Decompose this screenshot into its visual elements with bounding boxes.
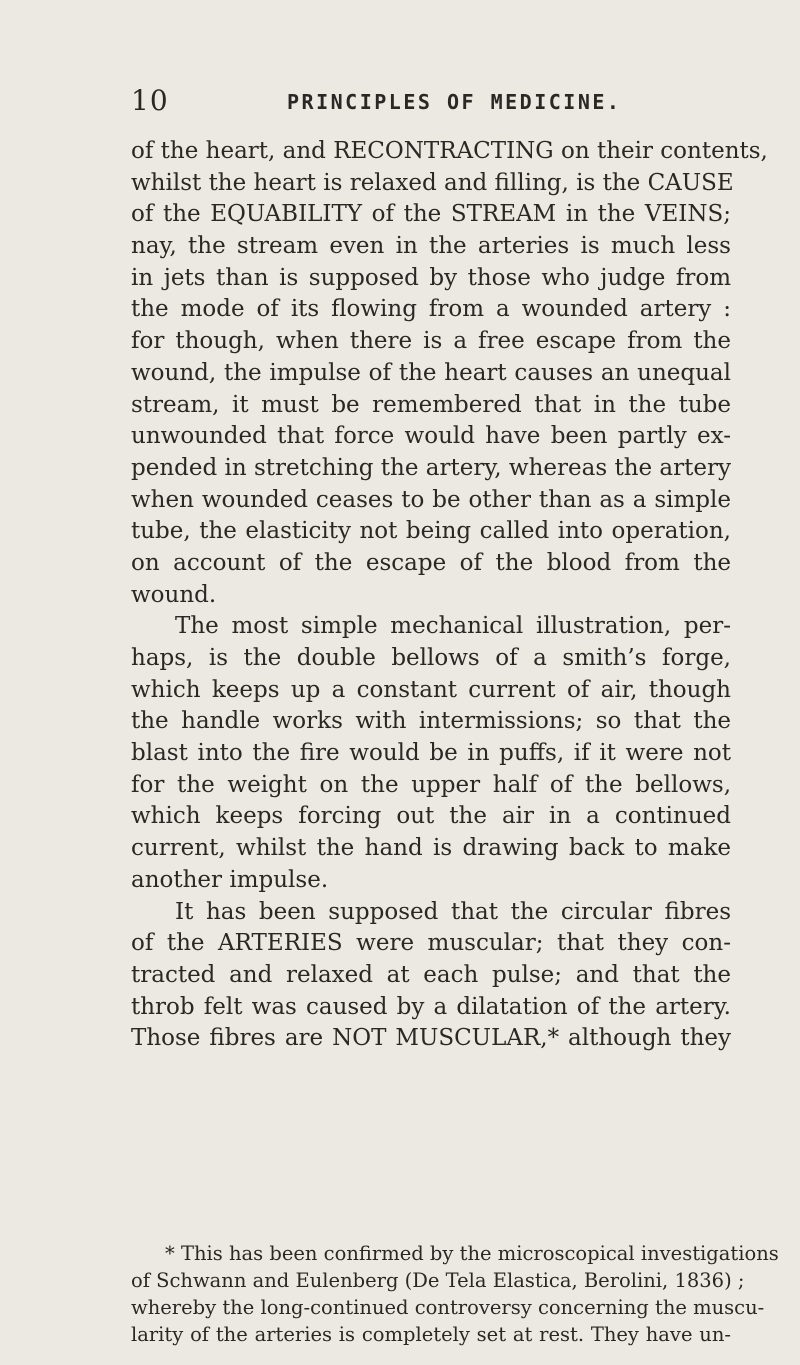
text-line: whilst the heart is relaxed and filling, is the CAUSE [131,169,734,196]
text-line: Those fibres are NOT MUSCULAR,* although they [131,1025,731,1052]
paragraph-start-line: It has been supposed that the circular fibres [175,898,731,925]
body-text [131,136,768,1055]
text-line: of the heart, and RECONTRACTING on their contents, [131,138,768,164]
text-line: the handle works with intermissions; so that the [131,708,731,735]
paragraph-start-line: The most simple mechanical illustration, per- [175,613,731,640]
text-line: which keeps forcing out the air in a continued [131,803,731,830]
running-head [131,84,731,124]
text-line: nay, the stream even in the arteries is much less [131,233,731,260]
text-line: unwounded that force would have been partly ex- [131,423,731,450]
text-line: when wounded ceases to be other than as a simple [131,486,731,513]
footnote-line: whereby the long-continued controversy concerning the muscu- [131,1296,765,1319]
footnote-line: larity of the arteries is completely set at rest. They have un- [131,1323,731,1346]
footnote [131,1240,779,1348]
paragraph-end-line: wound. [131,581,217,608]
footnote-line: * This has been confirmed by the microscopical investigations [165,1242,779,1265]
text-line: pended in stretching the artery, whereas the artery [131,454,731,481]
text-line: haps, is the double bellows of a smith’s forge, [131,645,731,671]
text-line: tracted and relaxed at each pulse; and that the [131,961,731,988]
paragraph-end-line: another impulse. [131,866,329,893]
text-line: of the ARTERIES were muscular; that they con- [131,930,731,957]
text-line: for though, when there is a free escape from the [131,328,731,355]
text-line: stream, it must be remembered that in the tube [131,391,731,418]
running-title: PRINCIPLES OF MEDICINE. [287,90,622,114]
footnote-line: of Schwann and Eulenberg (De Tela Elastica, Berolini, 1836) ; [131,1269,745,1292]
text-line: for the weight on the upper half of the bellows, [131,771,731,798]
text-line: the mode of its flowing from a wounded artery : [131,296,731,323]
text-line: tube, the elasticity not being called into operation, [131,518,731,545]
text-line: on account of the escape of the blood from the [131,549,731,576]
text-line: which keeps up a constant current of air, though [131,676,731,703]
text-line: wound, the impulse of the heart causes an unequal [131,359,731,386]
text-line: blast into the fire would be in puffs, if it were not [131,740,731,767]
text-line: throb felt was caused by a dilatation of the artery. [131,993,731,1020]
text-line: of the EQUABILITY of the STREAM in the VEINS; [131,201,731,228]
text-line: current, whilst the hand is drawing back to make [131,835,731,862]
text-line: in jets than is supposed by those who judge from [131,264,731,291]
page-number: 10 [131,84,169,117]
